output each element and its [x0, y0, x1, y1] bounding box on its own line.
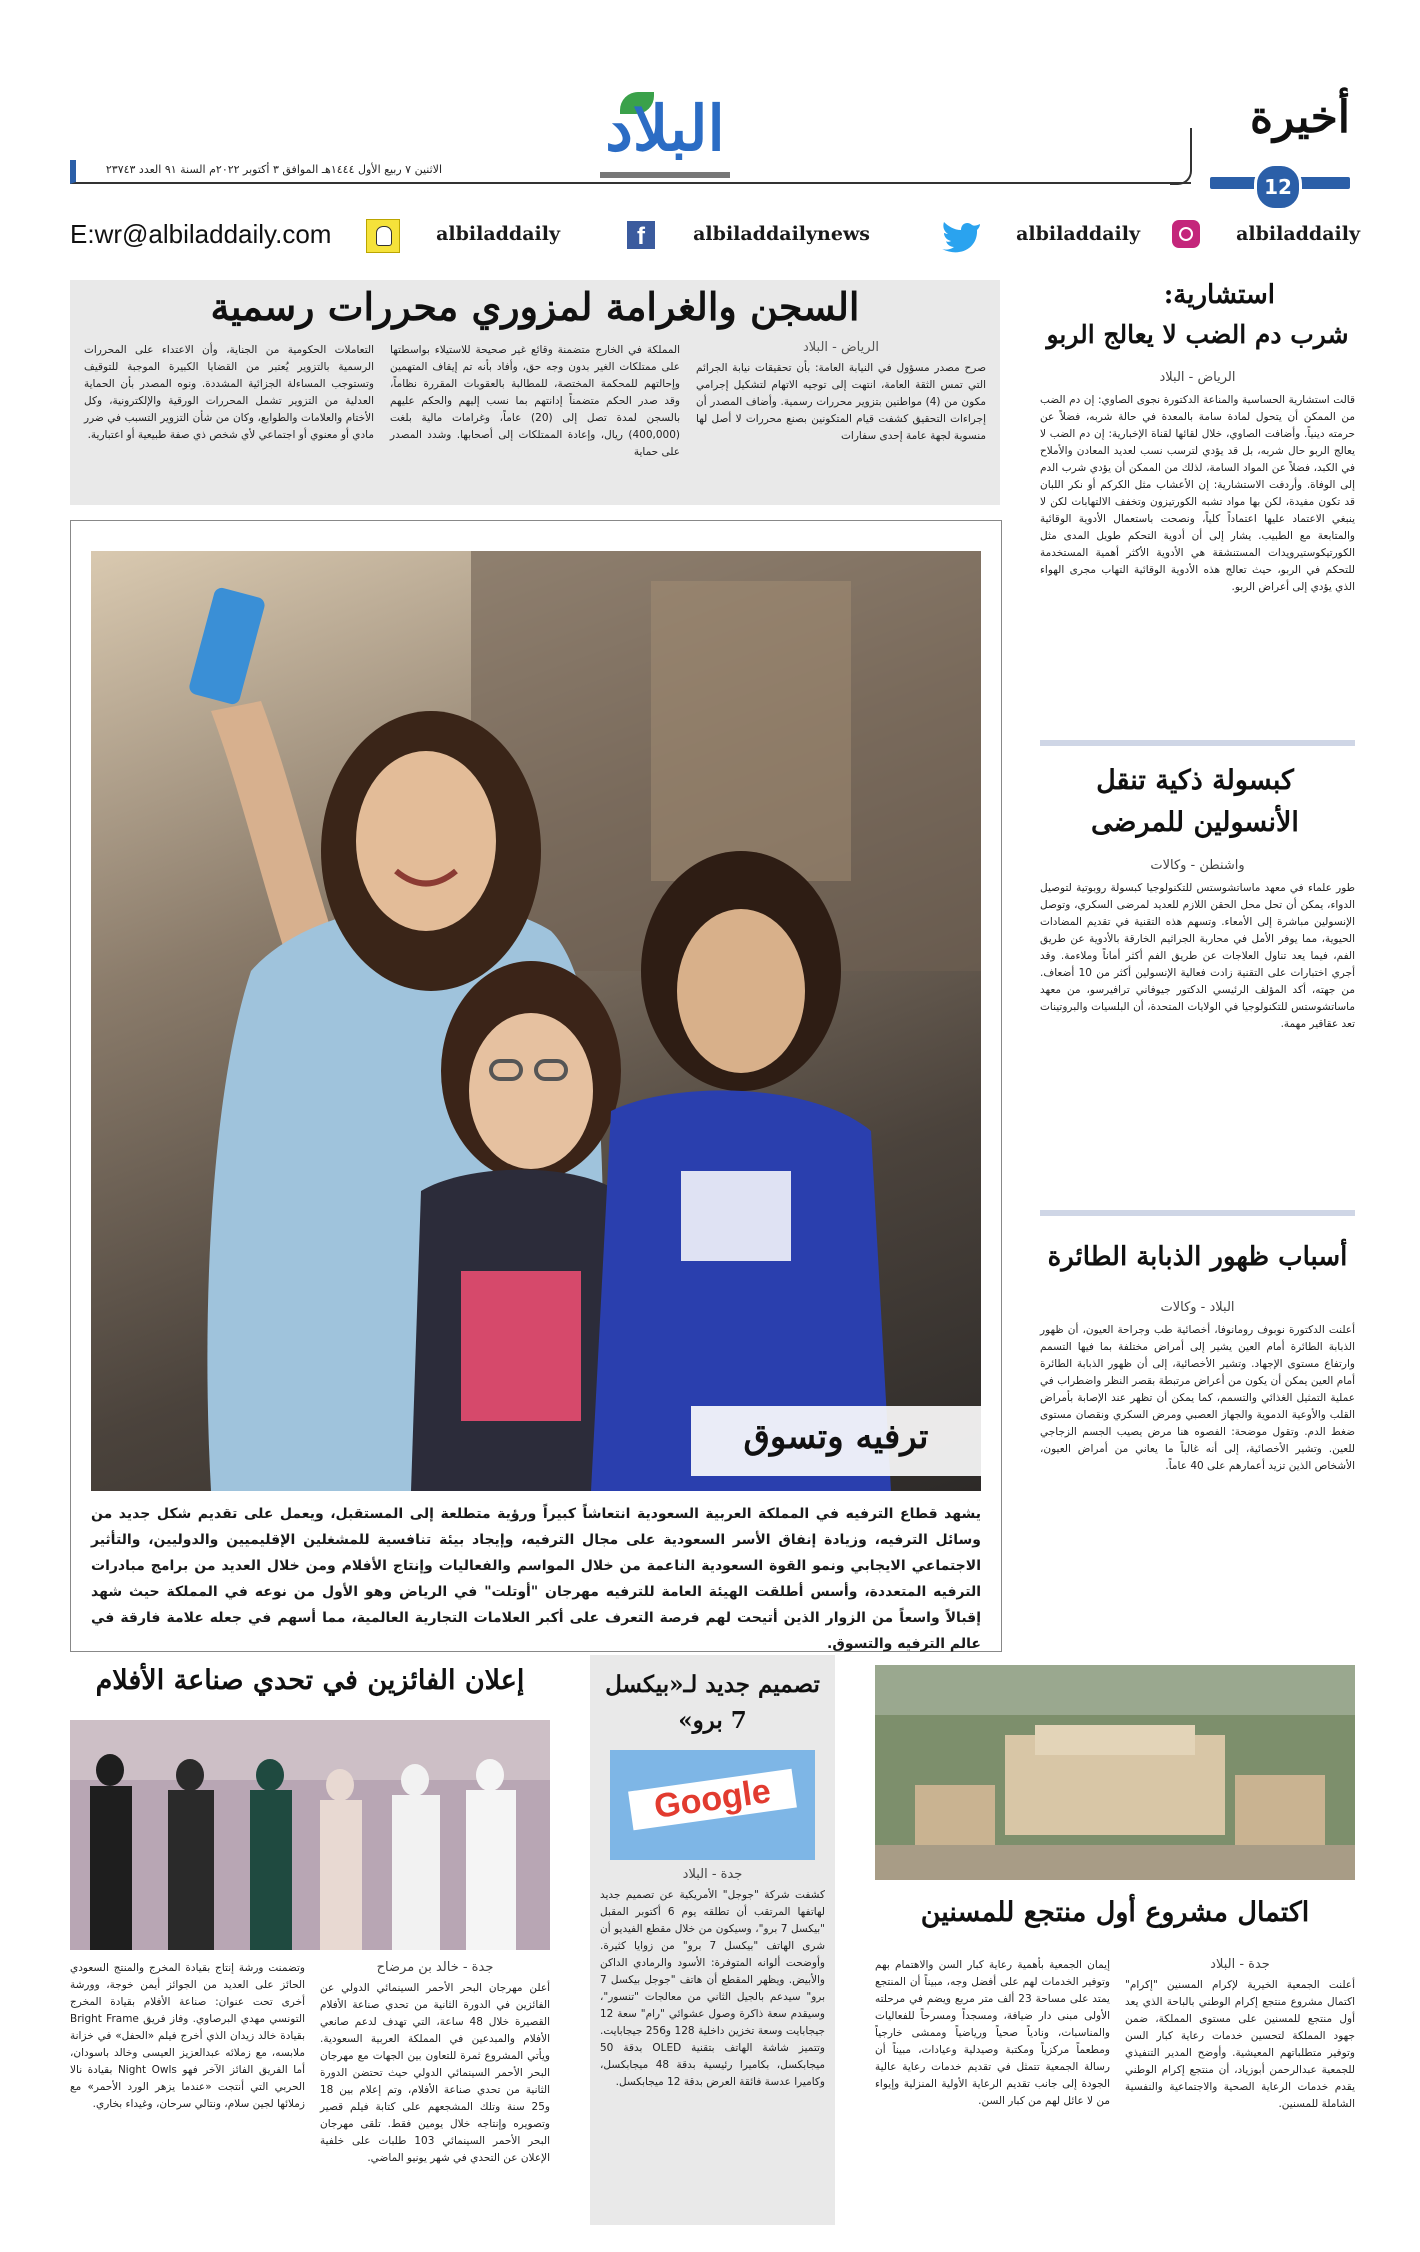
lead-story [70, 280, 1000, 505]
lead-col2: المملكة في الخارج متضمنة وقائع غير صحيحة للاستيلاء بواسطتها على ممتلكات الغير بدون وجه حق، وأفاد بأنه تم إيقاف المتهمين وإحالتهم للمحكمة المختصة، للمطالبة بالعقوبات المقررة نظاماً، وقد صدر الحكم متضمناً إدانتهم بما نسب إليهم والحكم عليهم بالسجن لمدة تصل إلى (20) عاماً، وغرامات مالية بلغت (400,000) ريال، وإعادة الممتلكات إلى أصحابها. وشدد المصدر على حماية [390, 344, 680, 458]
social-handle: albiladdailynews [693, 223, 870, 245]
pixel-story [590, 1655, 835, 2225]
divider [1040, 1210, 1355, 1216]
feature-box [70, 520, 1002, 1652]
social-handle: albiladdaily [436, 223, 560, 245]
films-col2: وتضمنت ورشة إنتاج بقيادة المخرج والمنتج السعودي الحائز على العديد من الجوائز أيمن خوجة، وورشة أخرى تحت عنوان: صناعة الأفلام بقيادة المخرج التونسي مهدي البرصاوي. وفاز فريق Bright Frame بقيادة خالد زيدان الذي أخرج فيلم «الحفل» في خزانة ملابسه، مع زملائه عبدالعزيز العيسى وخالد باسودان، أما الفريق الفائز الآخر فهو Night Owls بقيادة نالا الحربي التي أنتجت «عندما يزهر الورد الأحمر» مع زملائها لجين سلام، ونتالي سرحان، وغيداء بخاري. [70, 1962, 305, 2110]
divider [1040, 740, 1355, 746]
story1-headline: شرب دم الضب لا يعالج الربو [1046, 320, 1349, 349]
date-line: الاثنين ٧ ربيع الأول ١٤٤٤هـ الموافق ٣ أكتوبر ٢٠٢٢م السنة ٩١ العدد ٢٣٧٤٣ [105, 163, 442, 176]
pixel-byline: جدة - البلاد [682, 1867, 743, 1882]
pixel-photo [610, 1750, 815, 1860]
lead-headline: السجن والغرامة لمزوري محررات رسمية [210, 284, 860, 329]
pixel-text: كشفت شركة "جوجل" الأمريكية عن تصميم جديد لهاتفها المرتقب أن تطلقه يوم 6 أكتوبر المقبل "بيكسل 7 برو"، وسيكون من خلال مقطع الفيديو أن شرى الهاتف "بيكسل 7 برو" من زوايا كثيرة. وأوضحت ألوانه المتوفرة: الأسود والرمادي الداكن والأبيض. ويظهر المقطع أن هاتف "جوجل بيكسل 7 برو" سيدعم بالجيل الثاني من معالجات "تنسور"، وسيقدم سعة ذاكرة وصول عشوائي "رام" سعة 12 جيجابايت وسعة تخزين داخلية 128 و256 جيجابايت. وتتميز شاشة الهاتف بتقنية OLED بدقة 50 ميجابكسل، بكاميرا رئيسية بدقة 48 ميجابكسل، وكاميرا عدسة فائقة العرض بدقة 12 ميجابكسل. [600, 1889, 826, 2088]
feature-text: يشهد قطاع الترفيه في المملكة العربية السعودية انتعاشاً كبيراً ورؤية متطلعة إلى المستقبل، ويعمل على تقديم شكل جديد من وسائل الترفيه، وزيادة إنفاق الأسر السعودية على مجال الترفيه، وإيجاد بيئة تنافسية للمشغلين الإقليميين والدوليين، والتأثير الاجتماعي الايجابي ونمو القوة السعودية الناعمة من خلال المواسم والفعاليات وإنتاج الأفلام ومن خلال العديد من برامج مبادرات الترفيه المتعددة، وأسس أطلقت الهيئة العامة للترفيه مهرجان "أوتلت" في الرياض وهو الأول من نوعه في المملكة حيث شهد إقبالاً واسعاً من الزوار الذين أتيحت لهم فرصة التعرف على أكبر العلامات التجارية العالمية، مما أسهم في جعله علامة فارقة في عالم الترفيه والتسوق. [91, 1506, 981, 1652]
page-number: 12 [1254, 163, 1302, 211]
story3-text: أعلنت الدكتورة نوبوف رومانوفا، أخصائية طب وجراحة العيون، أن ظهور الذبابة الطائرة أمام العين يشير إلى أمراض مختلفة بما فيها التسمم وارتفاع مستوى الإجهاد. وتشير الأخصائية، إلى أن ظهور الذبابة الطائرة أمام العين يمكن أن يكون من أعراض مرتبطة بقصر النظر واضطراب في عملية التمثيل الغذائي والتسمم، كما يمكن أن تظهر عند الإصابة بأمراض القلب والأوعية الدموية والجهاز العصبي ومرض السكري ونقصان مستوى ضغط الدم. وتقول موضحة: الفصوه هنا مرض يصيب الجسم الزجاجي للعين. وتشير الأخصائية، إلى أنه غالباً ما يعاني من أمراض العيون، الأشخاص الذين تزيد أعمارهم على 40 عاماً. [1040, 1324, 1355, 1472]
lead-byline: الرياض - البلاد [802, 340, 880, 355]
masthead [0, 0, 1420, 270]
resort-photo [875, 1665, 1355, 1880]
instagram-icon [1172, 220, 1200, 248]
google-logo: Google [628, 1769, 797, 1831]
story1-byline: الرياض - البلاد [1159, 370, 1236, 385]
story2-headline: كبسولة ذكية تنقل الأنسولين للمرضى [1091, 765, 1299, 838]
section-title: أخيرة [1249, 92, 1350, 143]
facebook-icon: f [627, 221, 655, 249]
twitter-icon [942, 220, 982, 250]
elderly-col2: إيمان الجمعية بأهمية رعاية كبار السن والاهتمام بهم وتوفير الخدمات لهم على أفضل وجه، مبيناً أن المنتجع يمتد على مساحة 23 ألف متر مربع ويضم في مرحلته الأولى مبنى دار ضيافة، ومسجداً ومسرحاً للفعاليات والمناسبات، ونادياً صحياً ورياضياً وممشى خارجياً ومطعماً مركزياً ومكتبة وصيدلية وعيادات، مبيناً أن رسالة الجمعية تتمثل في تقديم خدمات رعاية عالية الجودة إلى جانب تقديم الرعاية الأولية المنزلية وإيواء من لا عائل لهم من كبار السن. [875, 1959, 1110, 2107]
story1-kicker: استشارية: [1163, 280, 1275, 310]
social-handle: albiladdaily [1016, 223, 1140, 245]
elderly-col1: أعلنت الجمعية الخيرية لإكرام المسنين "إكرام" اكتمال مشروع منتجع إكرام الوطني بالباحة الذي يعد أول منتجع للمسنين على مستوى المملكة، ضمن جهود المملكة لتحسين خدمات رعاية كبار السن وتوفير متطلباتهم المعيشية. وأوضح المدير التنفيذي للجمعية عبدالرحمن أبوزياد، أن منتجع إكرام الوطني يقدم خدمات الرعاية الصحية والاجتماعية والنفسية الشاملة للمسنين. [1125, 1979, 1355, 2110]
story2-byline: واشنطن - وكالات [1150, 858, 1245, 873]
story1-text: قالت استشارية الحساسية والمناعة الدكتورة نجوى الصاوي: إن دم الضب من الممكن أن يتحول لمادة سامة بالمعدة في حالة شربه، فضلاً عن حرمته دينياً. وأضافت الصاوي، خلال لقائها لقناة الإخبارية: إن دم الضب لا يعالج الربو حال شربه، بل قد يؤدي لترسب نسب لعديد المعادن والأملاح في الكبد، فضلاً عن المواد السامة، لذلك من الممكن أن يؤدي شرب الدم إلى الوفاة. وأردفت الاستشارية: إن الأعشاب مثل الكركم أو نكر اللبان قد تكون مفيدة، لكن بها مواد تشبه الكورتيزون وتخفف الالتهابات لكن لا ينبغي الاعتماد عليها اعتماداً كلياً، ونصحت باستعمال الأدوية الوقائية والمتابعة مع الطبيب. يشار إلى أن أدوية التحكم طويل المدى مثل الكورتيكوستيرويدات المستنشقة هي الأدوية الأكثر أهمية المستخدمة للتحكم في الربو، حيث تعالج هذه الأدوية الوقائية التهاب مجرى الهواء الذي يؤدي إلى أعراض الربو. [1040, 394, 1355, 593]
snapchat-icon [366, 219, 400, 253]
winners-illustration [70, 1720, 550, 1950]
resort-illustration [875, 1665, 1355, 1880]
films-photo [70, 1720, 550, 1950]
email[interactable]: E:wr@albiladdaily.com [70, 219, 332, 249]
films-story [70, 1665, 550, 2225]
films-headline: إعلان الفائزين في تحدي صناعة الأفلام [95, 1665, 525, 1696]
elderly-headline: اكتمال مشروع أول منتجع للمسنين [920, 1897, 1310, 1928]
feature-label: ترفيه وتسوق [743, 1417, 929, 1457]
story2-text: طور علماء في معهد ماساتشوستس للتكنولوجيا كبسولة روبوتية لتوصيل الدواء، يمكن أن تحل محل الحقن اللازم للعديد لمرضى السكري، وتوصل الإنسولين مباشرة إلى الأمعاء. وتسهم هذه التقنية في تقديم المضادات الحيوية، مما يوفر الأمل في محاربة الجراثيم الخارقة بالأدوية عن طريق الفم، فيما يعد تناول العلاجات عن طريق الفم أكثر أماناً وملاءمة. وقد أجري اختبارات على التقنية زادت فعالية الإنسولين أكثر من 10 أضعاف. من جهته، أكد المؤلف الرئيسي الدكتور جيوفاني ترافيرسو، من معهد ماساتشوستس للتكنولوجيا في الولايات المتحدة، أن البلسيات والبروتينات تعد عقاقير مهمة. [1040, 882, 1355, 1030]
lead-col3: التعاملات الحكومية من الجناية، وأن الاعتداء على المحررات الرسمية بالتزوير يُعتبر من القضايا الكبيرة الموجبة للتوقيف وتستوجب المساءلة الجزائية المشددة. ونوه المصدر بأن الحماية العدلية من التزوير تشمل المحررات الورقية والإلكترونية، وكل الأختام والعلامات والطوابع، وكان من شأن التزوير التسبب في ضرر مادي أو معنوي أو اجتماعي لأي شخص ذي صفة طبيعية أو اعتبارية. [84, 344, 374, 441]
selfie-illustration [91, 551, 981, 1491]
social-row [70, 215, 1360, 255]
logo-text: البلاد [605, 92, 725, 165]
feature-photo [91, 551, 981, 1491]
story3-headline: أسباب ظهور الذبابة الطائرة [1047, 1242, 1348, 1272]
elderly-byline: جدة - البلاد [1210, 1957, 1270, 1972]
story3-byline: البلاد - وكالات [1160, 1300, 1235, 1315]
sidebar [1040, 280, 1355, 1650]
films-byline: جدة - خالد بن مرضاح [376, 1960, 494, 1975]
films-col1: أعلن مهرجان البحر الأحمر السينمائي الدولي عن الفائزين في الدورة الثانية من تحدي صناعة الأفلام القصيرة خلال 48 ساعة، التي تهدف لدعم صانعي الأفلام والمبدعين في المملكة العربية السعودية. ويأتي المشروع ثمرة للتعاون بين الجهات مع مهرجان البحر الأحمر السينمائي الدولي حيث تحتضن الدورة الثانية من تحدي صناعة الأفلام، وتم إعلام بين 18 و25 سنة وتلك المشجعهم على كتابة فيلم قصير وتصويره وإنتاجه خلال يومين فقط. تلقى مهرجان البحر الأحمر السينمائي 103 طلبات على خلفية الإعلان عن التحدي في شهر يونيو الماضي. [320, 1982, 551, 2164]
lead-col1: صرح مصدر مسؤول في النيابة العامة: بأن تحقيقات نيابة الجرائم التي تمس الثقة العامة، انتهت إلى توجيه الاتهام لتشكيل إجرامي مكون من (4) مواطنين بتزوير محررات رسمية. وأضاف المصدر أن إجراءات التحقيق كشفت قيام المتكونين بصنع محررات لا أصل لها منسوبة لجهة عامة إحدى سفارات [696, 362, 986, 442]
social-handle: albiladdaily [1236, 223, 1360, 245]
elderly-story [875, 1665, 1355, 2225]
pixel-headline: تصميم جديد لـ«بيكسل 7 برو» [605, 1671, 820, 1734]
